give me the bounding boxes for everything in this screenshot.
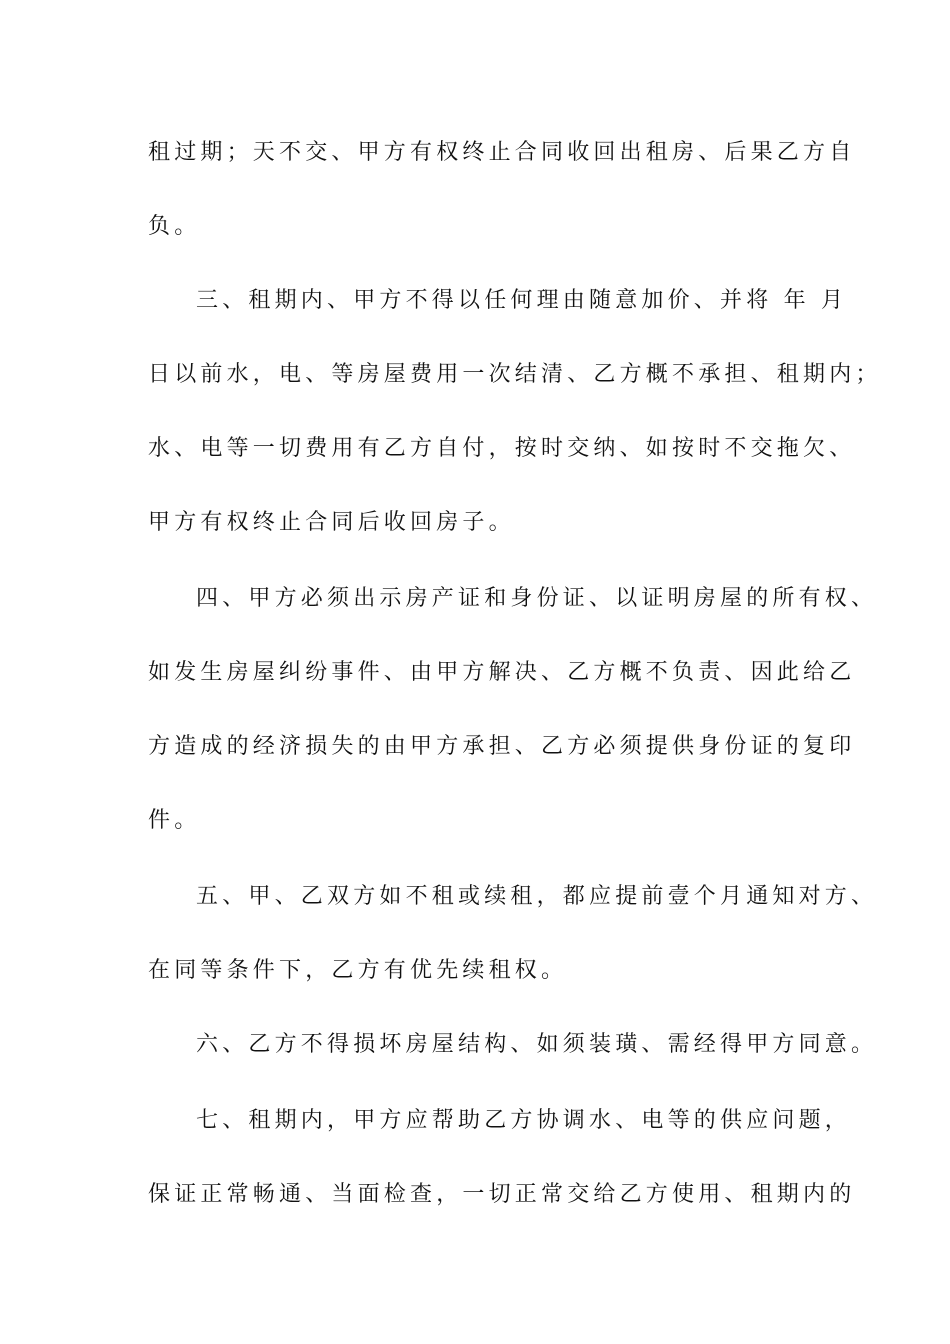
- clause-3-line-4: 甲方有权终止合同后收回房子。: [148, 510, 515, 535]
- clause-7-line-2: 保证正常畅通、当面检查，一切正常交给乙方使用、租期内的: [148, 1182, 856, 1207]
- clause-3-line-1: 三、租期内、甲方不得以任何理由随意加价、并将 年 月: [196, 288, 848, 313]
- clause-5-line-1: 五、甲、乙双方如不租或续租，都应提前壹个月通知对方、: [196, 884, 878, 909]
- text-line-1: 租过期；天不交、甲方有权终止合同收回出租房、后果乙方自: [148, 140, 856, 165]
- clause-6-line-1: 六、乙方不得损坏房屋结构、如须装璜、需经得甲方同意。: [196, 1032, 878, 1057]
- clause-4-line-3: 方造成的经济损失的由甲方承担、乙方必须提供身份证的复印: [148, 734, 856, 759]
- clause-5-line-2: 在同等条件下，乙方有优先续租权。: [148, 958, 568, 983]
- clause-7-line-1: 七、租期内，甲方应帮助乙方协调水、电等的供应问题，: [196, 1108, 852, 1133]
- clause-4-line-4: 件。: [148, 808, 201, 833]
- clause-3-line-3: 水、电等一切费用有乙方自付，按时交纳、如按时不交拖欠、: [148, 436, 856, 461]
- text-line-2: 负。: [148, 214, 201, 239]
- clause-3-line-2: 日以前水，电、等房屋费用一次结清、乙方概不承担、租期内；: [148, 362, 882, 387]
- clause-4-line-1: 四、甲方必须出示房产证和身份证、以证明房屋的所有权、: [196, 586, 878, 611]
- clause-4-line-2: 如发生房屋纠纷事件、由甲方解决、乙方概不负责、因此给乙: [148, 660, 856, 685]
